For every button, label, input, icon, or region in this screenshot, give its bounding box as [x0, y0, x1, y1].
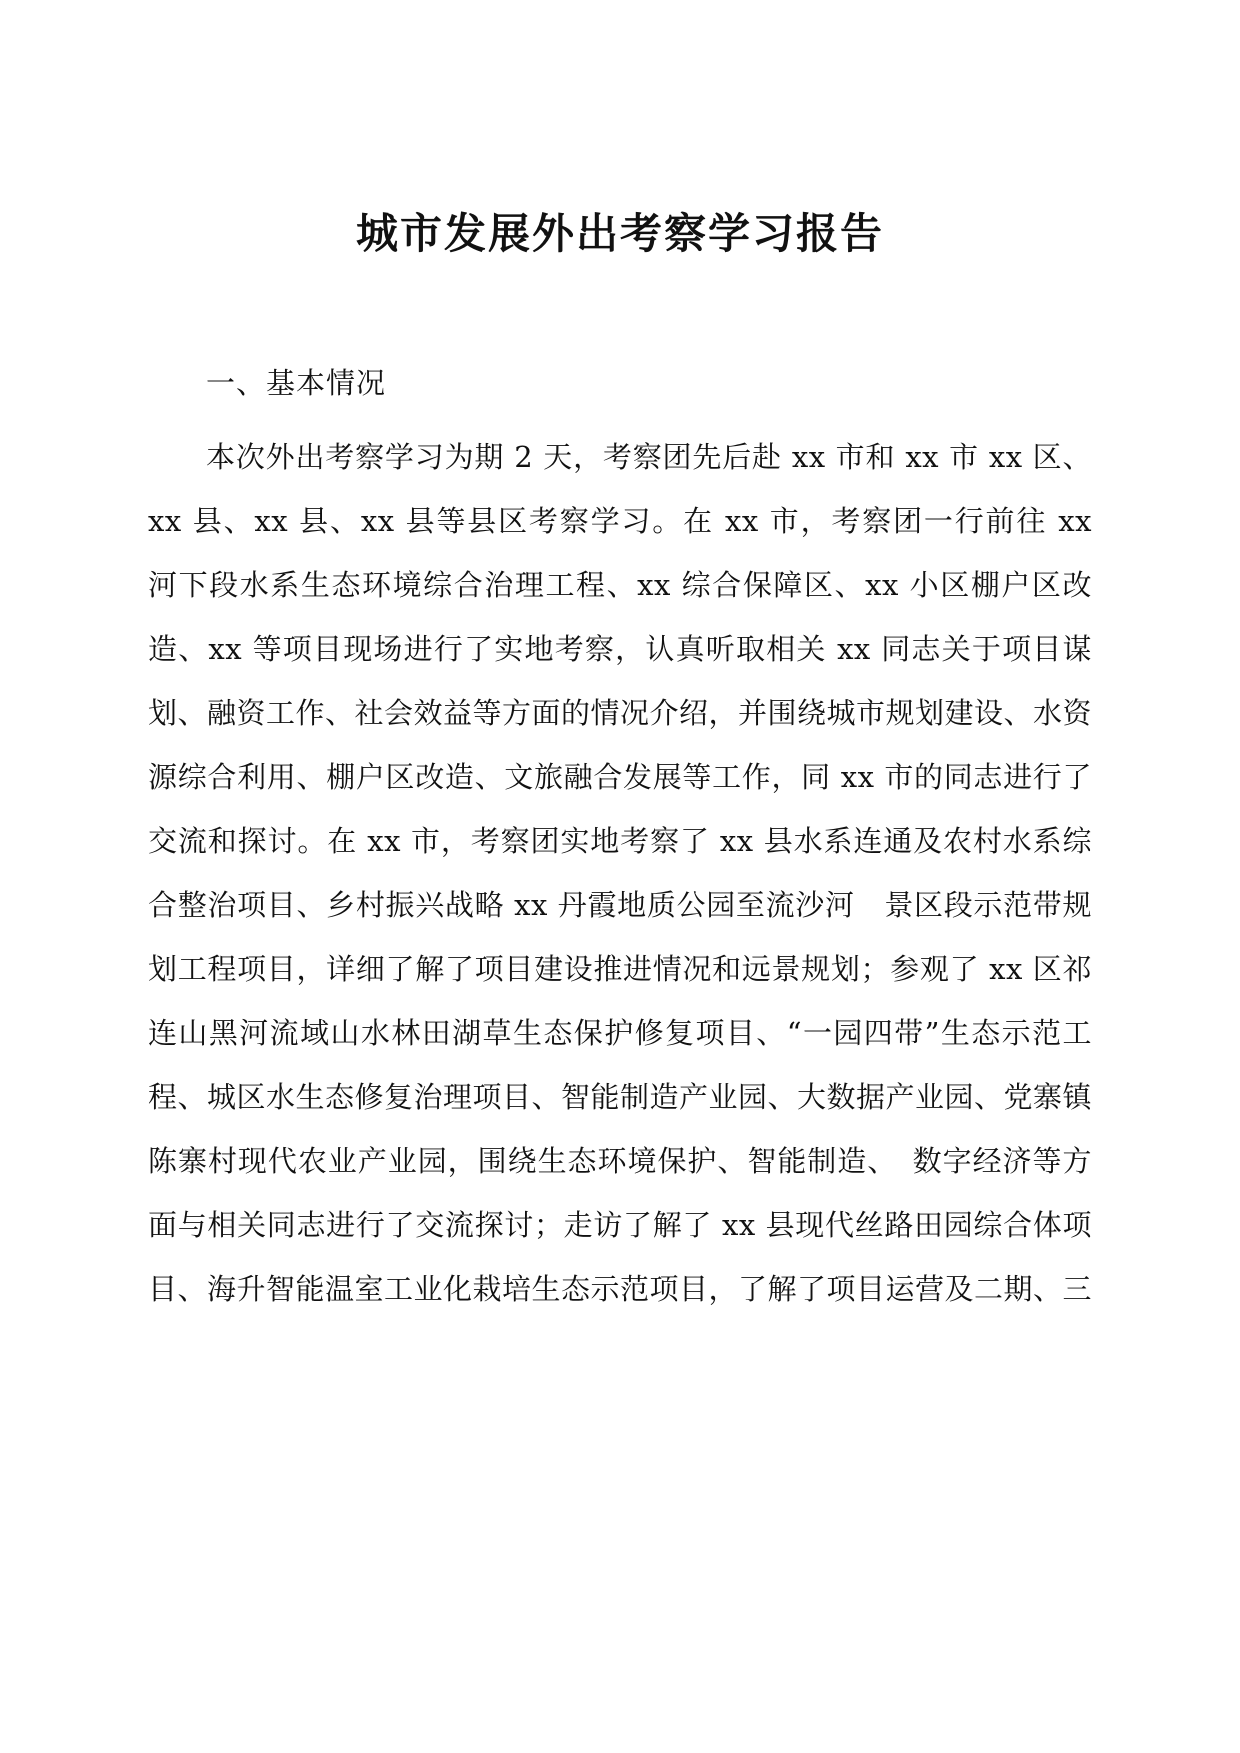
- section-heading-basic-situation: 一、基本情况: [206, 365, 387, 400]
- page-title: 城市发展外出考察学习报告: [355, 209, 884, 258]
- body-paragraph: 本次外出考察学习为期 2 天，考察团先后赴 xx 市和 xx 市 xx 区、xx 县、xx 县、xx 县等县区考察学习。在 xx 市，考察团一行前往 xx 河下段水系生态环境综合治理工程、xx 综合保障区、xx 小区棚户区改造、xx 等项目现场进行了实地考察，认真听取相关 xx 同志关于项目谋划、融资工作、社会效益等方面的情况介绍，并围绕城市规划建设、水资源综合利用、棚户区改造、文旅融合发展等工作，同 xx 市的同志进行了交流和探讨。在 xx 市，考察团实地考察了 xx 县水系连通及农村水系综合整治项目、乡村振兴战略 xx 丹霞地质公园至流沙河 景区段示范带规划工程项目，详细了解了项目建设推进情况和远景规划；参观了 xx 区祁连山黑河流域山水林田湖草生态保护修复项目、“一园四带”生态示范工程、城区水生态修复治理项目、智能制造产业园、大数据产业园、党寨镇陈寨村现代农业产业园，围绕生态环境保护、智能制造、 数字经济等方面与相关同志进行了交流探讨；走访了解了 xx 县现代丝路田园综合体项目、海升智能温室工业化栽培生态示范项目，了解了项目运营及二期、三: [148, 439, 1093, 1306]
